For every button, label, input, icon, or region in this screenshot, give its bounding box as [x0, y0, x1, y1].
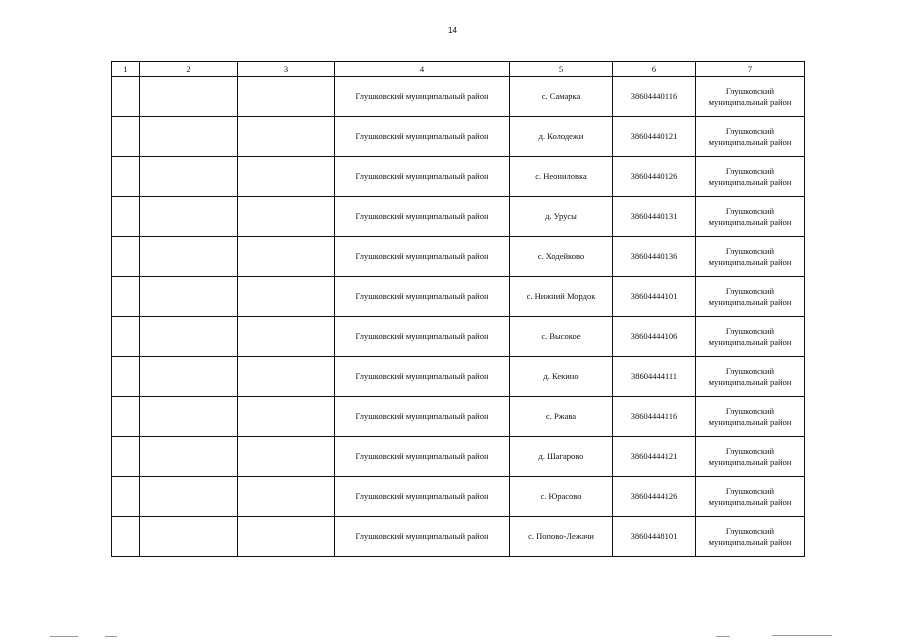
cell-oktmo-code: 38604444101	[613, 277, 696, 317]
scan-artifact	[50, 636, 78, 637]
cell-col-3	[238, 477, 335, 517]
cell-col-2	[140, 317, 238, 357]
cell-col-3	[238, 117, 335, 157]
cell-col-1	[112, 357, 140, 397]
cell-col-1	[112, 397, 140, 437]
cell-col-2	[140, 117, 238, 157]
cell-settlement: д. Урусы	[510, 197, 613, 237]
table-row	[112, 117, 805, 157]
column-header: 1	[112, 62, 140, 77]
cell-col-3	[238, 197, 335, 237]
cell-col-2	[140, 77, 238, 117]
table-row	[112, 477, 805, 517]
cell-district: Глушковский муниципальный район	[335, 477, 510, 517]
scan-artifact	[105, 636, 117, 637]
cell-district: Глушковский муниципальный район	[335, 437, 510, 477]
column-header: 5	[510, 62, 613, 77]
cell-district: Глушковский муниципальный район	[335, 397, 510, 437]
cell-oktmo-code: 38604440116	[613, 77, 696, 117]
cell-oktmo-code: 38604444116	[613, 397, 696, 437]
cell-col-3	[238, 317, 335, 357]
cell-col-2	[140, 357, 238, 397]
cell-municipality: Глушковский муниципальный район	[696, 77, 805, 117]
cell-col-2	[140, 157, 238, 197]
table-row	[112, 277, 805, 317]
cell-district: Глушковский муниципальный район	[335, 117, 510, 157]
cell-col-3	[238, 517, 335, 557]
column-header: 6	[613, 62, 696, 77]
cell-col-2	[140, 477, 238, 517]
cell-settlement: с. Юрасово	[510, 477, 613, 517]
cell-municipality: Глушковский муниципальный район	[696, 397, 805, 437]
cell-settlement: с. Попово-Лежачи	[510, 517, 613, 557]
cell-col-3	[238, 357, 335, 397]
cell-oktmo-code: 38604448101	[613, 517, 696, 557]
cell-settlement: д. Кекино	[510, 357, 613, 397]
column-header: 2	[140, 62, 238, 77]
cell-col-3	[238, 237, 335, 277]
scan-artifact	[716, 636, 730, 637]
cell-col-3	[238, 77, 335, 117]
cell-settlement: с. Нижний Мордок	[510, 277, 613, 317]
cell-oktmo-code: 38604444106	[613, 317, 696, 357]
cell-settlement: д. Шагарово	[510, 437, 613, 477]
cell-settlement: д. Колодежи	[510, 117, 613, 157]
column-header: 7	[696, 62, 805, 77]
cell-col-3	[238, 277, 335, 317]
cell-col-1	[112, 237, 140, 277]
table-row	[112, 317, 805, 357]
table-row	[112, 397, 805, 437]
table-row	[112, 517, 805, 557]
cell-col-1	[112, 317, 140, 357]
cell-oktmo-code: 38604440126	[613, 157, 696, 197]
cell-district: Глушковский муниципальный район	[335, 357, 510, 397]
cell-col-1	[112, 117, 140, 157]
cell-col-3	[238, 437, 335, 477]
cell-district: Глушковский муниципальный район	[335, 197, 510, 237]
cell-col-2	[140, 397, 238, 437]
cell-municipality: Глушковский муниципальный район	[696, 277, 805, 317]
cell-settlement: с. Ржава	[510, 397, 613, 437]
scan-artifact	[772, 635, 832, 636]
cell-col-2	[140, 197, 238, 237]
cell-oktmo-code: 38604440136	[613, 237, 696, 277]
cell-municipality: Глушковский муниципальный район	[696, 357, 805, 397]
cell-settlement: с. Высокое	[510, 317, 613, 357]
table-row	[112, 237, 805, 277]
table-row	[112, 197, 805, 237]
cell-col-1	[112, 437, 140, 477]
cell-col-1	[112, 157, 140, 197]
table-row	[112, 437, 805, 477]
cell-district: Глушковский муниципальный район	[335, 317, 510, 357]
cell-oktmo-code: 38604440121	[613, 117, 696, 157]
table-row	[112, 157, 805, 197]
cell-col-2	[140, 437, 238, 477]
cell-col-3	[238, 397, 335, 437]
cell-municipality: Глушковский муниципальный район	[696, 517, 805, 557]
cell-municipality: Глушковский муниципальный район	[696, 197, 805, 237]
cell-municipality: Глушковский муниципальный район	[696, 117, 805, 157]
cell-municipality: Глушковский муниципальный район	[696, 437, 805, 477]
cell-settlement: с. Неониловка	[510, 157, 613, 197]
page-number: 14	[448, 26, 457, 35]
cell-district: Глушковский муниципальный район	[335, 77, 510, 117]
cell-col-1	[112, 517, 140, 557]
cell-oktmo-code: 38604440131	[613, 197, 696, 237]
cell-municipality: Глушковский муниципальный район	[696, 477, 805, 517]
cell-oktmo-code: 38604444121	[613, 437, 696, 477]
cell-district: Глушковский муниципальный район	[335, 237, 510, 277]
cell-col-1	[112, 477, 140, 517]
cell-oktmo-code: 38604444126	[613, 477, 696, 517]
cell-settlement: с. Ходейково	[510, 237, 613, 277]
column-header: 4	[335, 62, 510, 77]
table-row	[112, 77, 805, 117]
register-table	[111, 61, 805, 557]
cell-district: Глушковский муниципальный район	[335, 517, 510, 557]
header-row	[112, 62, 805, 77]
cell-municipality: Глушковский муниципальный район	[696, 157, 805, 197]
table-row	[112, 357, 805, 397]
column-header: 3	[238, 62, 335, 77]
cell-col-2	[140, 237, 238, 277]
cell-col-1	[112, 77, 140, 117]
cell-col-3	[238, 157, 335, 197]
cell-settlement: с. Самарка	[510, 77, 613, 117]
cell-municipality: Глушковский муниципальный район	[696, 237, 805, 277]
cell-district: Глушковский муниципальный район	[335, 277, 510, 317]
cell-oktmo-code: 38604444111	[613, 357, 696, 397]
cell-col-2	[140, 517, 238, 557]
cell-col-1	[112, 197, 140, 237]
cell-col-1	[112, 277, 140, 317]
cell-col-2	[140, 277, 238, 317]
cell-district: Глушковский муниципальный район	[335, 157, 510, 197]
cell-municipality: Глушковский муниципальный район	[696, 317, 805, 357]
